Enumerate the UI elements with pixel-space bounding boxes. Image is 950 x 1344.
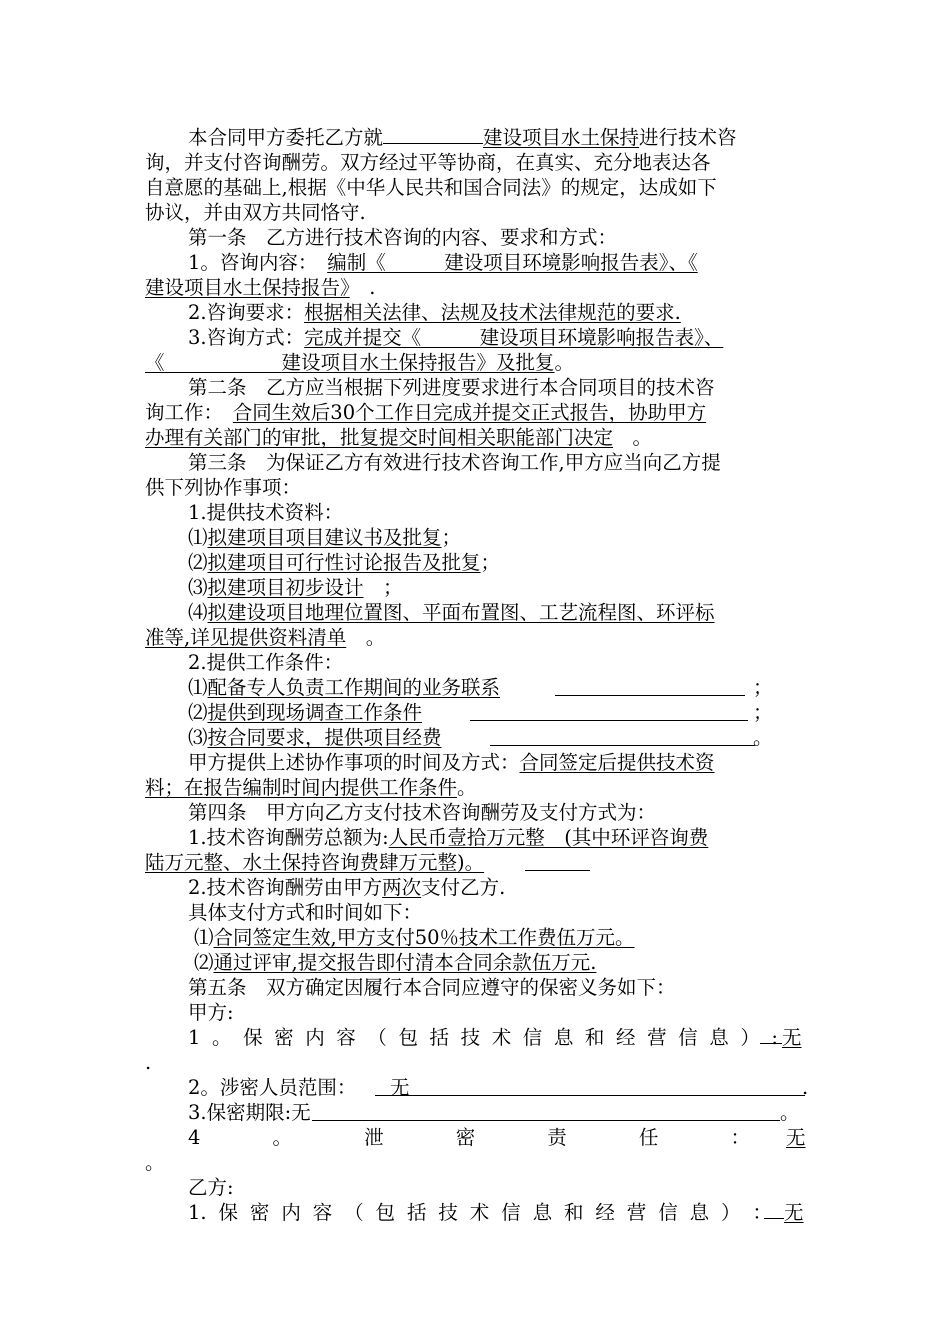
article-4-title: 第四条 甲方向乙方支付技术咨询酬劳及支付方式为： — [188, 801, 657, 824]
art4-payment-2: 2.技术咨询酬劳由甲方两次支付乙方. — [188, 876, 506, 899]
art3-line-2: 供下列协作事项： — [145, 476, 302, 499]
party-a-item-1-end: . — [145, 1051, 152, 1074]
party-a-item-1-value: 无 — [760, 1025, 810, 1050]
article-3-title: 第三条 为保证乙方有效进行技术咨询工作,甲方应当向乙方提 — [188, 451, 721, 474]
party-b-item-1: 1. 保 密 内 容 （ 包 括 技 术 信 息 和 经 营 信 息 ） ： — [188, 1201, 772, 1224]
blank-line — [555, 695, 745, 696]
art3-material-4-cont: 准等,详见提供资料清单 。 — [145, 626, 386, 649]
blank-line — [490, 745, 755, 746]
art3-material-4: ⑷拟建设项目地理位置图、平面布置图、工艺流程图、环评标 — [188, 601, 715, 624]
blank-line — [312, 1120, 780, 1121]
party-b-item-1-value: 无 — [764, 1200, 810, 1225]
art3-timing: 甲方提供上述协作事项的时间及方式：合同签定后提供技术资 — [188, 751, 715, 774]
art3-condition-3: ⑶按合同要求，提供项目经费 。 — [188, 726, 773, 749]
intro-line-4: 协议，并由双方共同恪守. — [145, 201, 366, 224]
article-2-title: 第二条 乙方应当根据下列进度要求进行本合同项目的技术咨 — [188, 376, 715, 399]
party-a-item-2-value: 无 — [390, 1076, 410, 1099]
art1-item-1-cont: 建设项目水土保持报告》 . — [145, 276, 376, 299]
art4-payment-1: 1.技术咨询酬劳总额为:人民币壹拾万元整 (其中环评咨询费 — [188, 826, 709, 849]
art3-timing-cont: 料；在报告编制时间内提供工作条件。 — [145, 776, 477, 799]
art1-item-3: 3.咨询方式：完成并提交《 建设项目环境影响报告表》、 — [188, 326, 724, 349]
intro-text: 进行技术咨 — [639, 126, 737, 149]
art1-item-2: 2.咨询要求：根据相关法律、法规及技术法律规范的要求. — [188, 301, 681, 324]
intro-line-2: 询，并支付咨询酬劳。双方经过平等协商，在真实、充分地表达各 — [145, 151, 711, 174]
article-1-title: 第一条 乙方进行技术咨询的内容、要求和方式： — [188, 226, 618, 249]
art4-installment-2: ⑵通过评审,提交报告即付清本合同余款伍万元. — [194, 951, 597, 974]
art4-payment-3: 具体支付方式和时间如下： — [188, 901, 423, 924]
art3-material-3: ⑶拟建项目初步设计 ； — [188, 576, 403, 599]
party-a-item-1: 1 。 保 密 内 容 （ 包 括 技 术 信 息 和 经 营 信 息 ） : — [188, 1026, 778, 1049]
party-a-item-4-end: 。 — [145, 1151, 165, 1174]
art3-section-2: 2.提供工作条件： — [188, 651, 344, 674]
art2-line-3: 办理有关部门的审批，批复提交时间相关职能部门决定 。 — [145, 426, 653, 449]
party-a-item-2: 2。涉密人员范围： . — [188, 1076, 809, 1099]
art3-condition-2: ⑵提供到现场调查工作条件 ； — [188, 701, 773, 724]
intro-text: 本合同甲方委托乙方就 — [188, 126, 384, 149]
art3-material-2: ⑵拟建项目可行性讨论报告及批复； — [188, 551, 501, 574]
art2-line-2: 询工作： 合同生效后30个工作日完成并提交正式报告，协助甲方 — [145, 401, 707, 424]
party-b-label: 乙方: — [188, 1176, 234, 1199]
party-a-item-4: 4 。 泄 密 责 任 ： — [188, 1126, 750, 1149]
intro-line-3: 自意愿的基础上,根据《中华人民共和国合同法》的规定，达成如下 — [145, 176, 717, 199]
art3-section-1: 1.提供技术资料： — [188, 501, 344, 524]
intro-line-1 — [188, 125, 808, 150]
party-a-label: 甲方: — [188, 1001, 234, 1024]
blank-field — [383, 125, 483, 144]
article-5-title: 第五条 双方确定因履行本合同应遵守的保密义务如下： — [188, 976, 676, 999]
party-a-item-4-value: 无 — [786, 1126, 806, 1149]
art3-condition-1: ⑴配备专人负责工作期间的业务联系 ； — [188, 676, 773, 699]
art1-item-1: 1。咨询内容： 编制《 建设项目环境影响报告表》、《 — [188, 251, 698, 274]
art4-payment-1-cont: 陆万元整、水土保持咨询费肆万元整)。 — [145, 851, 485, 874]
art4-installment-1: ⑴合同签定生效,甲方支付50％技术工作费伍万元。 — [194, 926, 635, 949]
art1-item-3-cont: 《 建设项目水土保持报告》及批复。 — [145, 351, 575, 374]
project-name: 建设项目水土保持 — [483, 126, 640, 149]
art3-material-1: ⑴拟建项目项目建议书及批复； — [188, 526, 462, 549]
blank-line — [470, 720, 748, 721]
party-a-item-3: 3.保密期限:无 。 — [188, 1101, 800, 1124]
blank-line — [375, 1095, 805, 1096]
blank-line — [525, 870, 590, 871]
